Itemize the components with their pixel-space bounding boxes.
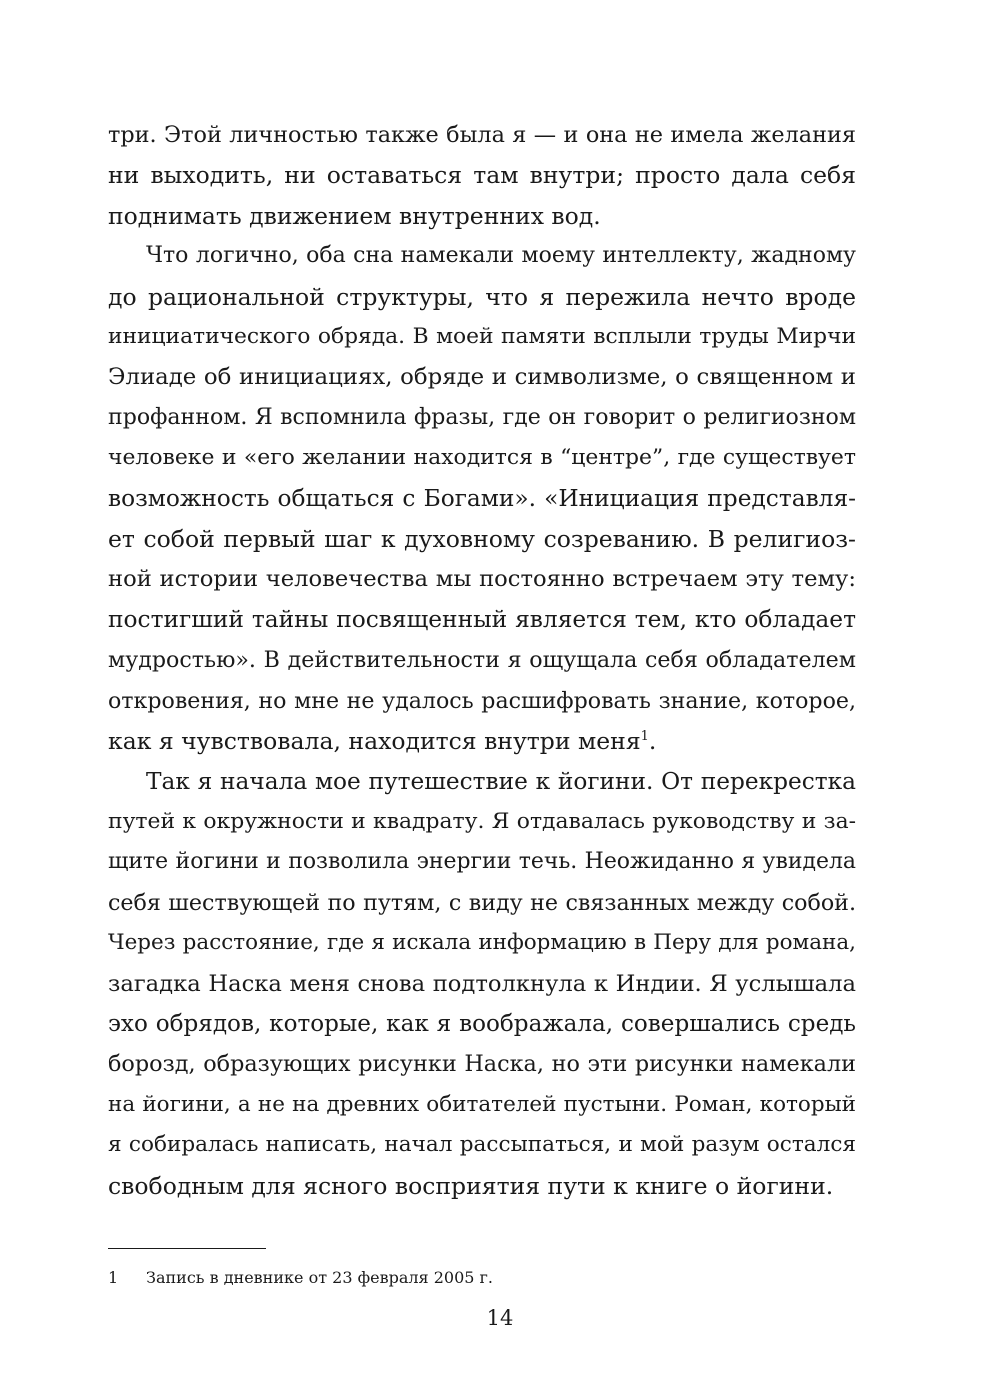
text-line: постигший тайны посвященный является тем, кто обладает [108, 605, 856, 633]
body-text [108, 115, 856, 1206]
text-line: Что логично, оба сна намекали моему интеллекту, жадному [146, 243, 856, 269]
text-line: Через расстояние, где я искала информацию в Перу для романа, [108, 930, 856, 956]
text-line: откровения, но мне не удалось расшифровать знание, которое, [108, 687, 856, 714]
text-line: человеке и «его желании находится в “центре”, где существует [108, 445, 856, 471]
text-line: поднимать движением внутренних вод. [108, 201, 601, 230]
text-line: ни выходить, ни оставаться там внутри; просто дала себя [108, 161, 856, 190]
page-number: 14 [486, 1306, 514, 1330]
text-line: возможность общаться с Богами». «Инициация представля- [108, 484, 856, 512]
text-line: ной истории человечества мы постоянно встречаем эту тему: [108, 566, 856, 593]
text-line: борозд, образующих рисунки Наска, но эти рисунки намекали [108, 1051, 856, 1078]
text-line: путей к окружности и квадрату. Я отдавалась руководству и за- [108, 808, 856, 834]
paragraph-1 [108, 115, 856, 236]
text-line-with-footnote [108, 721, 856, 761]
text-line: Элиаде об инициациях, обряде и символизме, о священном и [108, 364, 856, 391]
text-line: эхо обрядов, которые, как я воображала, совершались средь [108, 1010, 856, 1037]
footnote-text: Запись в дневнике от 23 февраля 2005 г. [146, 1268, 493, 1287]
text-line: загадка Наска меня снова подтолкнула к Индии. Я услышала [108, 970, 856, 997]
text-line: как я чувствовала, находится внутри меня [108, 727, 641, 756]
text-line: инициатического обряда. В моей памяти всплыли труды Мирчи [108, 324, 856, 350]
text-line: ет собой первый шаг к духовному созреванию. В религиоз- [108, 525, 856, 554]
text-line: профанном. Я вспомнила фразы, где он говорит о религиозном [108, 404, 856, 430]
footnote [108, 1268, 493, 1288]
footnote-number: 1 [108, 1268, 119, 1287]
paragraph-3 [108, 762, 856, 1206]
text-line: Так я начала мое путешествие к йогини. От перекрестка [146, 767, 856, 795]
text-line: я собиралась написать, начал рассыпаться, и мой разум остался [108, 1132, 856, 1158]
footnote-divider [108, 1248, 266, 1249]
sentence-end: . [648, 727, 657, 756]
text-line: три. Этой личностью также была я — и она не имела желания [108, 122, 856, 148]
text-line: до рациональной структуры, что я пережила нечто вроде [108, 282, 856, 311]
text-line: щите йогини и позволила энергии течь. Неожиданно я увидела [108, 849, 856, 875]
text-line: мудростью». В действительности я ощущала себя обладателем [108, 647, 856, 674]
footnote-reference[interactable]: 1 [640, 729, 649, 745]
text-line: на йогини, а не на древних обитателей пустыни. Роман, который [108, 1091, 856, 1117]
text-line: себя шествующей по путям, с виду не связанных между собой. [108, 889, 856, 916]
text-line: свободным для ясного восприятия пути к книге о йогини. [108, 1171, 834, 1200]
paragraph-2 [108, 236, 856, 761]
